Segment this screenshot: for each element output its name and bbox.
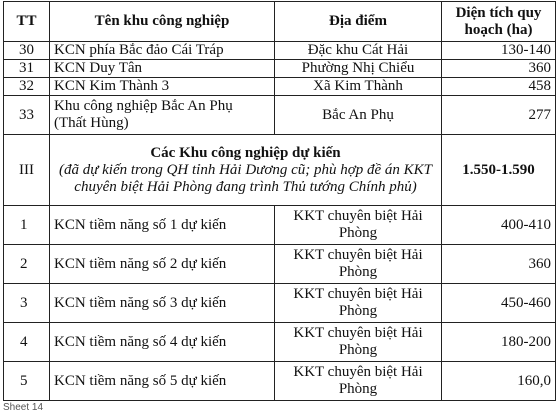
- row-location: [275, 323, 442, 362]
- row-tt: 1: [4, 206, 50, 245]
- row-name: [50, 96, 275, 135]
- row-tt: 4: [4, 323, 50, 362]
- row-tt: 31: [4, 60, 50, 78]
- header-area: [442, 2, 556, 42]
- header-area-line2: hoạch (ha): [464, 21, 533, 38]
- row-location: Phường Nhị Chiểu: [275, 60, 442, 78]
- row-location-line2: Phòng: [338, 264, 378, 280]
- row-location-line1: KKT chuyên biệt Hải: [293, 325, 423, 341]
- header-tt: TT: [4, 2, 50, 42]
- row-location-line1: KKT chuyên biệt Hải: [293, 208, 423, 224]
- table-row: [4, 206, 556, 245]
- header-area-line1: Diện tích quy: [455, 4, 542, 21]
- group-row: [4, 135, 556, 206]
- row-name: KCN Kim Thành 3: [50, 78, 275, 96]
- group-title: Các Khu công nghiệp dự kiến: [150, 144, 341, 161]
- row-location-line2: Phòng: [338, 381, 378, 397]
- header-name: Tên khu công nghiệp: [50, 2, 275, 42]
- row-location-line1: KKT chuyên biệt Hải: [293, 286, 423, 302]
- row-area: 277: [442, 96, 556, 135]
- table-row: [4, 245, 556, 284]
- row-area: 180-200: [442, 323, 556, 362]
- header-location: Địa điểm: [275, 2, 442, 42]
- row-area: 360: [442, 245, 556, 284]
- row-tt: 2: [4, 245, 50, 284]
- row-tt: 30: [4, 42, 50, 60]
- row-location-line2: Phòng: [338, 303, 378, 319]
- industrial-zones-table: [3, 1, 556, 401]
- group-description: [50, 135, 442, 206]
- table-row: [4, 78, 556, 96]
- row-area: 130-140: [442, 42, 556, 60]
- group-area: 1.550-1.590: [442, 135, 556, 206]
- group-note: (đã dự kiến trong QH tỉnh Hải Dương cũ; phù hợp đề án KKT chuyên biệt Hải Phòng đang trình Thủ tướng Chính phủ): [58, 161, 433, 195]
- row-area: 400-410: [442, 206, 556, 245]
- row-location-line1: KKT chuyên biệt Hải: [293, 247, 423, 263]
- header-row: [4, 2, 556, 42]
- row-location: [275, 206, 442, 245]
- row-location: [275, 284, 442, 323]
- row-area: 160,0: [442, 362, 556, 401]
- table-row: [4, 96, 556, 135]
- row-name: KCN tiềm năng số 1 dự kiến: [50, 206, 275, 245]
- row-name: KCN tiềm năng số 3 dự kiến: [50, 284, 275, 323]
- row-name: KCN tiềm năng số 2 dự kiến: [50, 245, 275, 284]
- row-location-line2: Phòng: [338, 225, 378, 241]
- row-location: [275, 245, 442, 284]
- table-row: [4, 362, 556, 401]
- row-tt: 3: [4, 284, 50, 323]
- row-name: KCN tiềm năng số 4 dự kiến: [50, 323, 275, 362]
- row-name: KCN tiềm năng số 5 dự kiến: [50, 362, 275, 401]
- table-row: [4, 323, 556, 362]
- row-location: Xã Kim Thành: [275, 78, 442, 96]
- group-tt: III: [4, 135, 50, 206]
- row-location: [275, 362, 442, 401]
- row-name: KCN phía Bắc đảo Cái Tráp: [50, 42, 275, 60]
- row-location-line2: Phòng: [338, 342, 378, 358]
- row-area: 450-460: [442, 284, 556, 323]
- row-area: 360: [442, 60, 556, 78]
- row-name: KCN Duy Tân: [50, 60, 275, 78]
- table-row: [4, 284, 556, 323]
- row-tt: 33: [4, 96, 50, 135]
- row-area: 458: [442, 78, 556, 96]
- footnote: Sheet 14: [3, 402, 44, 413]
- row-tt: 32: [4, 78, 50, 96]
- table-row: [4, 42, 556, 60]
- row-location-line1: KKT chuyên biệt Hải: [293, 364, 423, 380]
- row-name-line2: (Thất Hùng): [54, 115, 129, 131]
- row-location: Đặc khu Cát Hải: [275, 42, 442, 60]
- row-name-line1: Khu công nghiệp Bắc An Phụ: [54, 98, 233, 114]
- table-row: [4, 60, 556, 78]
- row-location: Bắc An Phụ: [275, 96, 442, 135]
- row-tt: 5: [4, 362, 50, 401]
